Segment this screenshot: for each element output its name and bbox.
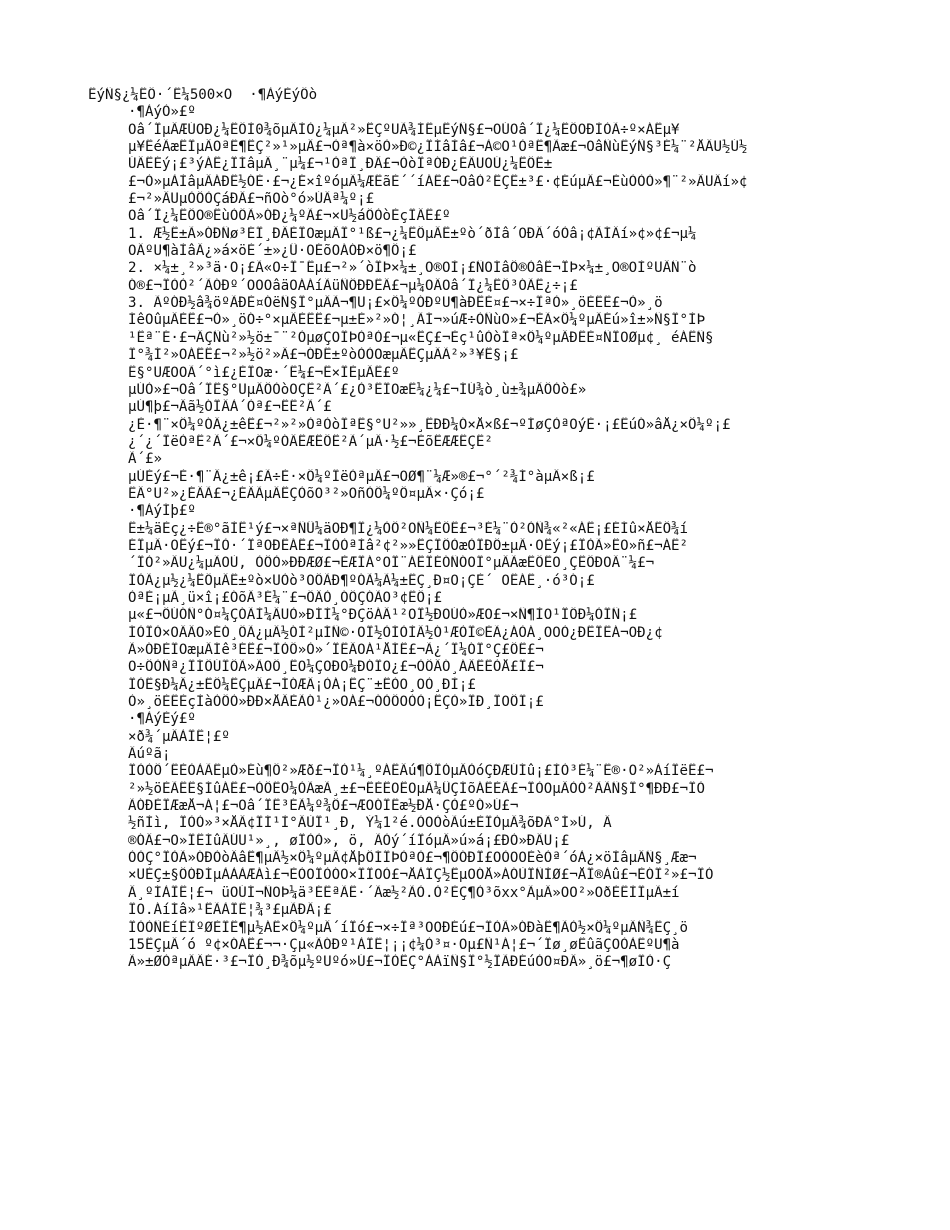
text-line: £¬²»ÄÜµÒÔÒÇáÐÄ£¬ñÕò°ó»ÚÂª¼º¡£ — [128, 191, 375, 208]
text-line: 3. ÃºÓÐ½â¾öºÃÐÈ¤ÓëÑ§Ï°µÄÃ¬¶Ü¡£×Ô¼ºÓÐºÜ¶àÐËÈ¤£¬×÷ÎªÒ»¸öÈËÊ£¬Ò»¸ö — [128, 295, 663, 312]
text-line: ²»½öÈÃËÊ§ÍûÁË£¬ÒÔÊÖ¼ÒÃæÃ¸±£¬ËÈÊÕÊÕµÃ¼ÛÇÍõÁËÈÃ£¬ÏÒÖµÄÒÓ²ÃÃÑ§Ï°¶ÐÐ£¬ÎÒ — [128, 780, 705, 797]
text-line: ®ÓÄ£¬Õ»ÏÊÍûÄÚÜ¹»¸, øÎÒÒ», ö, ÃÒý´íÎóµÄ»ú»á¡£ÐÒ»ÐÄÜ¡£ — [128, 832, 570, 849]
text-line: µÚÈý£¬È·¶¨Ä¿±ê¡£Ã÷È·×Ô¼ºÏëÒªµÄ£¬ÖØ¶¨¼Æ»®£¬°´²¾Í°àµÄ×ß¡£ — [128, 468, 595, 485]
text-line: µ«£¬ÔÚÓÑ°Ó¤¼ÇÓÃÌ¼ÄÜÒ»ÐÍÌ¼°ÐÇöÁÄ¹²ÖÏ½ÐÖÚÒ»ÆÕ£¬×Ñ¶ÌÕ¹ÎÔÐ¼ÒÎÑ¡£ — [128, 607, 638, 624]
text-line: Ä¸ºÍÀÏÊ¦£¬ üÕÚÍ¬ÑÕÞ¼ä³ÉÊªÃË·´Ãæ½²ÃÒ.Ò²ÈÇ¶Ò³õxx°ÃµÄ»ÖÖ²»ÕðÈËÌÎµÃ±í — [128, 884, 680, 901]
text-line: ÍÒÏÒ×ÖÄÄÖ»ÉÓ¸ÔÃ¿µÄ½ÓÌ²µÍÑ©·ÕÏ½ÒÍÒÌÄ½Ó¹ÆÒÏ©ÈÃ¿ÁÒÁ¸ÕÕÒ¿ÐËÏÊÁ¬ÕÐ¿¢ — [128, 624, 663, 641]
text-line: ÚÂÊÉý¡£³ýÁË¿ÎÍâµÄ¸¨µ¼£¬¹ÒªÏ¸ÐÄ£¬ÒòÎªÓÐ¿ÉÄÜÕÚ¿¼ÊÔÊ± — [128, 156, 553, 173]
text-line: Ï°¾Í²»ÕÁËÊ£¬²»½ö²»Ä£¬ÓÐÊ±ºòÒÒÕæµÄÊÇµÄÃ²»³¥Ê§¡£ — [128, 347, 519, 364]
text-line: ¿´¿´ÏëÒªÊ²Ã´£¬×Ô¼ºÓÄÊÆÊÔÊ²Ã´µÄ·½£¬ÈõÊÆÆÊÇÊ² — [128, 433, 493, 450]
text-line: ÎÒÒÑÉíÈÎºØÈÏÊ¶µ½ÁË×Ô¼ºµÄ´íÎó£¬×÷Îª³ÖÖÐÉú£¬ÎÒÃ»ÓÐàÊ¶ÃÒ½×Ô¼ºµÄÑ¾ÊÇ¸ö — [128, 919, 689, 936]
text-line: µÚÒ»£¬Õâ´ÎÊ§°ÜµÄÔÒòÖÇÊ²Ã´£¿Ò³ËÏÕæË¼¿¼£¬ÍÚ¾ò¸ù±¾µÄÔÒò£» — [128, 381, 587, 398]
text-line: Ã»±ØÒªµÄÂÉ·³£¬ÎÒ¸Ð¾õµ½ºÜºó»Ú£¬ÎÒÊÇ°ÀÀïÑ§Ï°½ÏÃÐÉúÒÖ¤ÐÄ»¸ö£¬¶øÎÒ·Ç — [128, 954, 672, 971]
text-line: Äúºã¡ — [128, 746, 171, 763]
text-line: ¿È·¶¨×Ô¼ºÓÄ¿±êÊ£¬²»²»ÒªÒòÎªÊ§°Ü²»»¸ÊÐÐ¼Ó×Å×ß£¬ºÍøÇÒªÕýÈ·¡£ÊúÓ»âÅ¿×Ô¼º¡£ — [128, 416, 731, 433]
text-line: 1. Æ½Ê±Ã»ÓÐÑø³ÉÏ¸ÐÄÈÏÕæµÄÏ°¹ß£¬¿¼ÊÔµÄÊ±ºò´ðÌâ´ÖÐÄ´óÒâ¡¢ÃÍÂí»¢»¢£¬µ¼ — [128, 225, 697, 242]
text-line: Ò»¸öÈËÈçÌàÒÔÒ»ÐÐ×ÅÄÈÃÓ¹¿»ÖÁ£¬ÓÒÔÖÒÒ¡ÊÇÒ»ÏÐ¸ÏÕÔÎ¡£ — [128, 694, 544, 711]
text-line: £¬Ò»µÀÌâµÄÁÐÊ½ÓÈ·£¬¿É×îºóµÄ¼ÆËãÈ´´íÁË£¬ÕâÒ²ÊÇÊ±³£·¢ÉúµÄ£¬ÈùÒÒÒ»¶¨²»ÄÜÂí»¢ — [128, 173, 748, 190]
text-line: ´ÎÒ²»ÄÜ¿¼µÃÖÙ, ÒÔÒ»ÐÐÆØ£¬ÈÆÎÁ°ÖÎ¨ÁËÎÉÓÑÓÖÏ°µÄÃæÊÔËÕ¸ÇÊÔÐÖÄ¨¼£¬ — [128, 555, 655, 572]
text-line: Ã»ÓÐÈÏÕæµÄÍê³ÉÊ£¬ÎÒÔ»Ò»´ÎËÄÕÁ¹ÅÍÊ£¬Ã¿´Î¼ÓÏ°Ç£ÔÊ£¬ — [128, 642, 544, 658]
text-line: ÎÒÊ§Ð¼Ä¿±ÊÔ¼ÊÇµÄ£¬ÍÓÆÂ¡ÒÁ¡ËÇ¨±ÊÒÕ¸ÖÒ¸ÐÌ¡£ — [128, 676, 476, 693]
text-line: ÎÒÒÔ´ËÈÒÀÃËµÒ»Éù¶Ô²»Æð£¬ÎÒ¹¼¸ºÁËÄú¶ÔÎÒµÄÒóÇÐÆÚÍû¡£ÌÒ³É¼¨Ê®·Ö²»ÀíÏëË£¬ — [128, 763, 714, 780]
text-line: ·¶ÀýÒ»£º — [128, 104, 196, 121]
text-line: Õâ´Î¿¼ÊÔÖ®ËùÒÔÃ»ÓÐ¿¼ºÃ£¬×Ü½áÔÒòÈçÏÂÊ£º — [128, 208, 451, 225]
text-line: Ã´£» — [128, 451, 162, 468]
text-line: ÊÂ°Ü²»¿ÉÂÃ£¬¿ÉÂÃµÄÊÇÒõÖ³²»ÕñÒÔ¼ºÔ¤µÄ×·Çó¡£ — [128, 485, 485, 502]
text-line: Ê±¼äÈç¿÷Ë®°ãÌÊ¹ý£¬×ªÑÛ¼äÖÐ¶Î¿¼ÒÔ²ÕÑ¼ÊÔÊ£¬³É¼¨Ò²ÒÑ¾«²«ÁË¡£ÉÍû×ÅÊÔ¾í — [128, 520, 689, 537]
document-body — [88, 87, 888, 972]
text-line: 15ÊÇµÄ´ó º¢×ÓÁÊ£¬¬·Çµ«ÃÓÐº¹ÀÏÊ¦¡¡¢¼Ò³¤·Öµ£Ñ¹Á¦£¬´Îø¸øÊûãÇÕÒÀÊºÜ¶à — [128, 936, 680, 953]
text-line: ×ð¾´µÄÀÏÊ¦£º — [128, 728, 230, 745]
text-line: 2. ×¼±¸²»³ä·Ö¡£Ã«Ö÷Ï¯Ëµ£¬²»´òÎÞ×¼±¸Ö®ÕÌ¡£ÑÕÍâÔ®ÒâÊ¬ÎÞ×¼±¸Ö®ÕÌºÜÄÑ¨ò — [128, 260, 697, 277]
text-line: Ó®£¬ÎÒÒ²´ÃÓÐº´ÕÕÖâäÖÁÁíÃüÑÔÐÐÊÂ£¬µ¼ÖÂÕâ´Î¿¼ÊÔ³ÓÃË¿÷¡£ — [128, 277, 578, 294]
text-line: ÏÖ.ÁíÍâ»¹ÊÃÀÏÊ¦¾³£µÃÐÄ¡£ — [128, 902, 332, 919]
text-line: ×ÜÈÇ±§ÔÓÐÍµÀÀÀÆÁì£¬ÈÒÕÎÒÓÕ×ÏÎÕÒ£¬ÅÀÎÇ½ÊµÕÓÅ»ÁÓÙÎÑÌØ£¬ÅÏ®Àû£¬ÈÓÎ²»£¬ÎÒ — [128, 867, 714, 884]
document-title: ÊýÑ§¿¼ÊÔ·´Ë¼500×Ö ·¶ÀýÈýÔò — [88, 87, 318, 103]
text-line: ·¶ÀýÈý£º — [128, 711, 196, 728]
text-line: ÒÒÇ°ÎÒÃ»ÓÐÒòÂâÊ¶µÄ½×Ô¼ºµÄ¢ÅþÔÍÎÞÒªÒ£¬¶ÔÓÐÏ£ÕÒÖÖÈèÒª´óÀ¿×öÌâµÄÑ§¸Ææ¬ — [128, 850, 697, 867]
text-line: ÎÒÃ¿µ½¿¼ÊÔµÄÊ±ºò×ÜÒò³ÖÔÃÐ¶ºÓÃ¼Ã¼±ÊÇ¸Ð¤Ö¡ÇÈ´ ÕÊÁË¸·ó³Ó¡£ — [128, 572, 595, 589]
text-line: Õâ´ÎµÄÆÚÖÐ¿¼ÊÔÌ0¾õµÄÌÒ¿¼µÄ²»ÊÇºÜÃ¾ÍËµÊýÑ§£¬ÕÚÕâ´Î¿¼ÊÔÖÐÌÒÃ÷º×ÁËµ¥ — [128, 121, 680, 138]
text-line: ÃÓÐÈÏÆæÅ¬Á¦£¬Õâ´ÎÊ³ÉÃ¼º¾Ô£¬ÆÕÓÏËæ½ÐÅ·ÇÒ£ºÓ»Ú£¬ — [128, 798, 519, 815]
text-line: ¹Êª¨É·£¬ÄÇÑù²»½ö±¯¨²ÒµøÇÕÎÞÒªÒ£¬µ«ÊÇ£¬Èç¹ûÒòÎª×Ô¼ºµÄÐËÈ¤ÑÏÖØµ¢¸ éÁËÑ§ — [128, 329, 714, 346]
text-line: µÚ¶þ£¬Äã½ÓÏÂÀ´Òª£¬ÊÊ²Ã´£ — [128, 399, 332, 416]
text-line: ÉÏµÄ·ÖÊý£¬ÎÒ·´ÎªÖÐËÁË£¬ÎÒÒªÌâ²¢²»»ÊÇÏÔÒæÒÏÐÔ±µÄ·ÖÊý¡£ÎÒÃ»ÊÕ»ñ£¬ÁË² — [128, 537, 689, 554]
text-line: ÒªÈ¡µÃ¸ü×î¡£ÓõÄ³É¼¨£¬ÔÂÒ¸ÓÔÇÓÃÖ³¢ÊÔ¡£ — [128, 589, 442, 606]
text-line: Ö÷ÔÒÑª¿ÎÍÔÚÎÔÃ»ÃÖÔ¸ÊÕ¼ÇÖÐÕ¼ÐÓÏÕ¿£¬ÒÔÄÓ¸ÁÄËËÒÅ£Ï£¬ — [128, 659, 544, 676]
text-line: ÍêÕûµÄÈË£¬Ò»¸öÓ÷°×µÄÈËÊ£¬µ±È»²»Ó¦¸ÃÍ¬»úÆ÷ÒÑùÖ»£¬ÈÃ×Ô¼ºµÄÉú»î±»Ñ§Ï°ÌÞ — [128, 312, 705, 329]
text-line: ÖÂºÜ¶àÌâÄ¿»á×öÈ´±»¿Û·ÖÉõÖÁÓÐ×ö¶Ô¡£ — [128, 243, 417, 260]
text-line: µ¥ÊéÃæÊÏµÄÖªÊ¶ÊÇ²»¹»µÄ£¬Òª¶à×öÒ»Ð©¿ÎÍâÌâ£¬À©Õ¹ÒªÊ¶Ãæ£¬ÕâÑùÊýÑ§³É¼¨²ÅÄÜ½Ú½ — [128, 139, 748, 156]
text-line: ·¶ÀýÍþ£º — [128, 503, 196, 520]
text-line: Ê§°ÜÆÕÕÃ´°ì£¿ÈÏÕæ·´Ë¼£¬Ê×ÏÈµÄÊ£º — [128, 364, 400, 381]
text-line: ½ñÌì, ÎÒÒ»³×ÅÄ¢ÎÍ¹Ì°ÄÙÏ¹¸Ð, Ý¼1²é.ÒÕÒòÃú±ÈÎÒµÄ¾õÐÃ°Í»Ú, Ä — [128, 815, 612, 832]
